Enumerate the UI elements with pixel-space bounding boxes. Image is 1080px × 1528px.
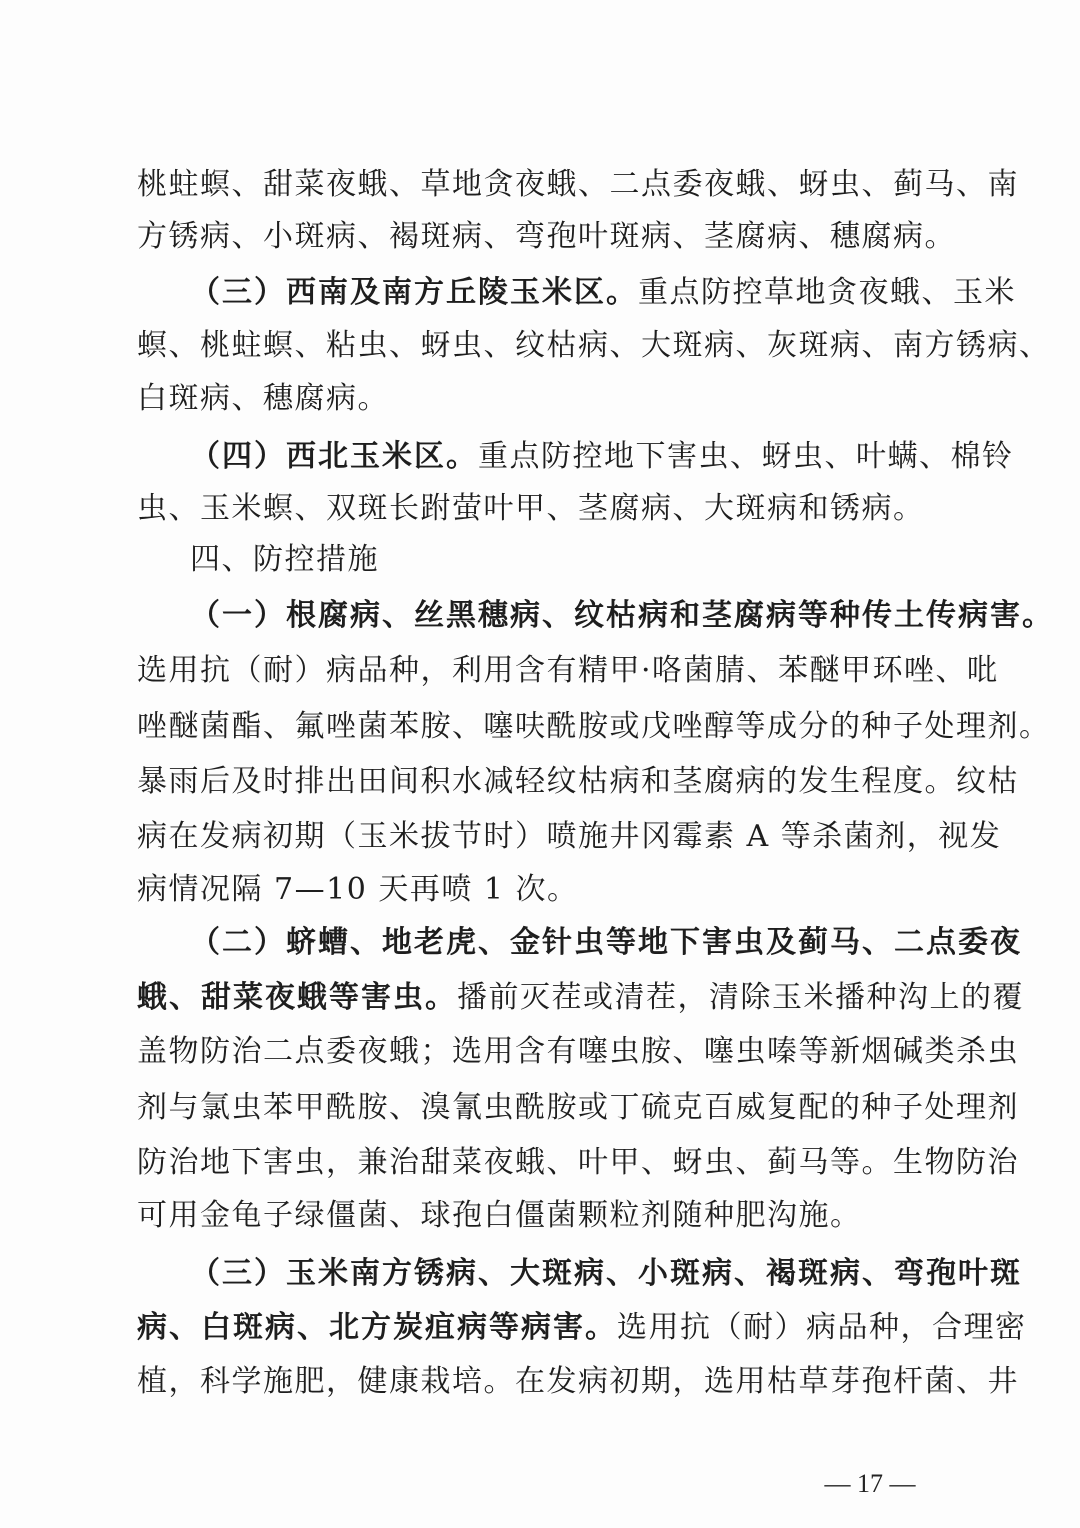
text-line: 可用金龟子绿僵菌、球孢白僵菌颗粒剂随种肥沟施。 bbox=[137, 1198, 862, 1233]
text-line: 唑醚菌酯、氟唑菌苯胺、噻呋酰胺或戊唑醇等成分的种子处理剂。 bbox=[137, 709, 1051, 744]
text-line: 桃蛀螟、甜菜夜蛾、草地贪夜蛾、二点委夜蛾、蚜虫、蓟马、南 bbox=[137, 167, 1019, 202]
subheading-line bbox=[190, 1256, 1022, 1292]
subheading-bold: （一）根腐病、丝黑穗病、纹枯病和茎腐病等种传土传病害。 bbox=[190, 598, 1054, 633]
subheading-bold: （三）西南及南方丘陵玉米区。 bbox=[190, 275, 638, 310]
text-line: 暴雨后及时排出田间积水减轻纹枯病和茎腐病的发生程度。纹枯 bbox=[137, 764, 1019, 799]
text-line: 植，科学施肥，健康栽培。在发病初期，选用枯草芽孢杆菌、井 bbox=[137, 1364, 1019, 1399]
section-heading: 四、防控措施 bbox=[190, 542, 379, 577]
text-line: 盖物防治二点委夜蛾；选用含有噻虫胺、噻虫嗪等新烟碱类杀虫 bbox=[137, 1034, 1019, 1069]
text-line: 螟、桃蛀螟、粘虫、蚜虫、纹枯病、大斑病、灰斑病、南方锈病、 bbox=[137, 328, 1051, 363]
text-line: 剂与氯虫苯甲酰胺、溴氰虫酰胺或丁硫克百威复配的种子处理剂 bbox=[137, 1090, 1019, 1125]
subheading-line: （四）西北玉米区。重点防控地下害虫、蚜虫、叶螨、棉铃 bbox=[190, 439, 1014, 474]
subheading-bold: （二）蛴螬、地老虎、金针虫等地下害虫及蓟马、二点委夜 bbox=[190, 925, 1022, 960]
subheading-bold: （三）玉米南方锈病、大斑病、小斑病、褐斑病、弯孢叶斑 bbox=[190, 1256, 1022, 1291]
subheading-bold: 蛾、甜菜夜蛾等害虫。 bbox=[137, 980, 457, 1015]
page-number: — 17 — bbox=[824, 1469, 916, 1498]
subheading-line: （三）西南及南方丘陵玉米区。重点防控草地贪夜蛾、玉米 bbox=[190, 275, 1016, 310]
text-line: 病、白斑病、北方炭疽病等病害。选用抗（耐）病品种，合理密 bbox=[137, 1310, 1027, 1345]
text-line: 蛾、甜菜夜蛾等害虫。播前灭茬或清茬，清除玉米播种沟上的覆 bbox=[137, 980, 1024, 1015]
text-line: 方锈病、小斑病、褐斑病、弯孢叶斑病、茎腐病、穗腐病。 bbox=[137, 219, 956, 254]
text-line: 病在发病初期（玉米拔节时）喷施井冈霉素 A 等杀菌剂，视发 bbox=[137, 819, 1002, 854]
subheading-bold: 病、白斑病、北方炭疽病等病害。 bbox=[137, 1310, 617, 1345]
text-line: 白斑病、穗腐病。 bbox=[137, 381, 389, 416]
subheading-line bbox=[190, 925, 1022, 961]
text-line: 虫、玉米螟、双斑长跗萤叶甲、茎腐病、大斑病和锈病。 bbox=[137, 491, 925, 526]
subheading-bold: （四）西北玉米区。 bbox=[190, 439, 478, 474]
subheading-line bbox=[190, 598, 1054, 634]
text-line: 防治地下害虫，兼治甜菜夜蛾、叶甲、蚜虫、蓟马等。生物防治 bbox=[137, 1145, 1019, 1180]
text-line: 选用抗（耐）病品种，利用含有精甲·咯菌腈、苯醚甲环唑、吡 bbox=[137, 653, 999, 688]
text-line: 病情况隔 7—10 天再喷 1 次。 bbox=[137, 872, 579, 907]
